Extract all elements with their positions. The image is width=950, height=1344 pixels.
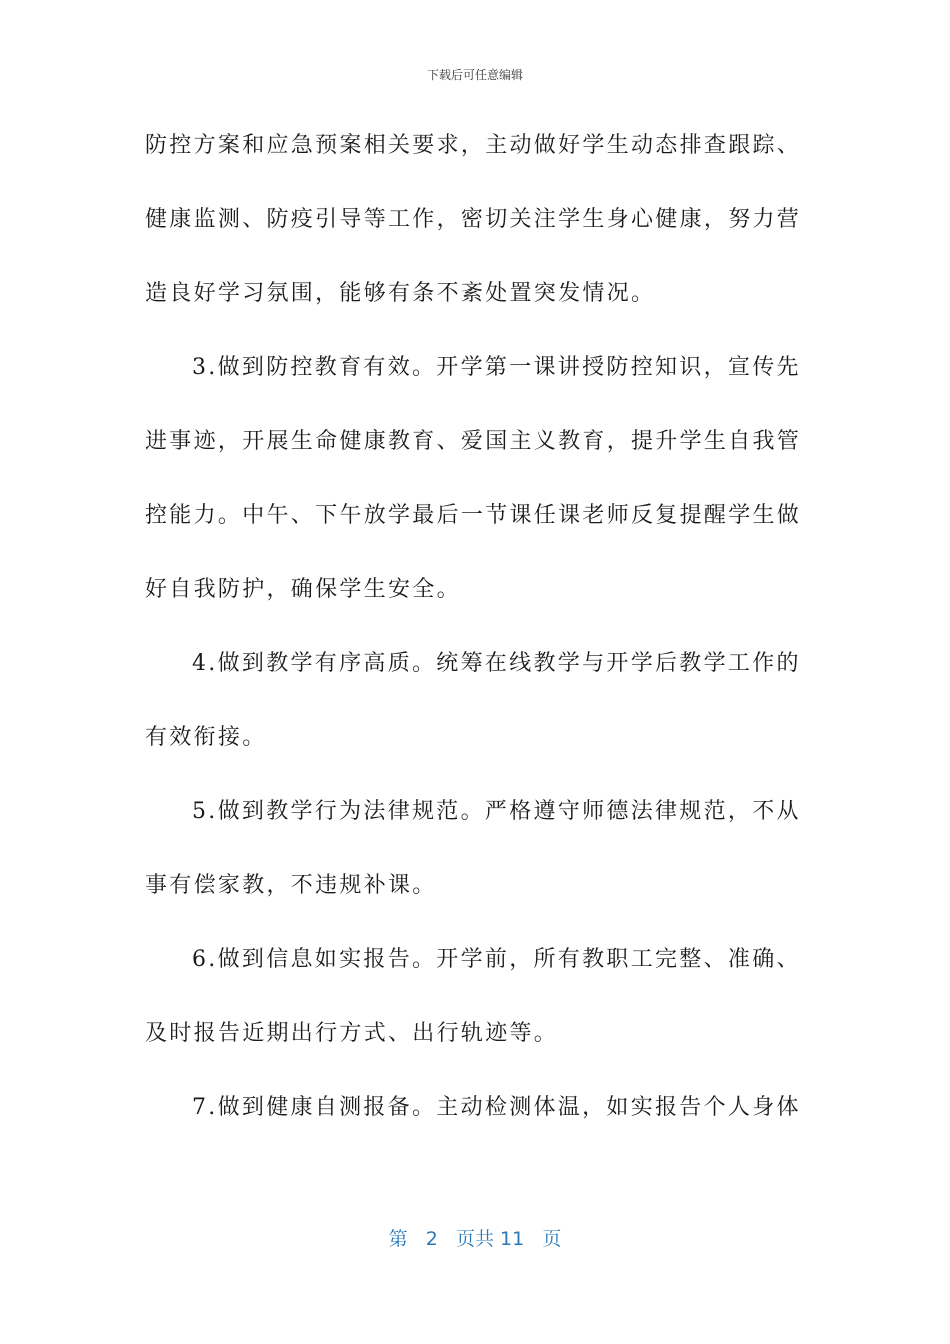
text-line-7: 好自我防护，确保学生安全。	[145, 577, 461, 602]
text-line-14: 7.做到健康自测报备。主动检测体温，如实报告个人身体	[192, 1095, 801, 1120]
text-line-3: 造良好学习氛围，能够有条不紊处置突发情况。	[145, 281, 656, 306]
footer-suffix: 页	[542, 1228, 562, 1250]
text-line-10: 5.做到教学行为法律规范。严格遵守师德法律规范，不从	[192, 799, 801, 824]
footer-total-pages: 11	[500, 1228, 525, 1250]
text-line-2: 健康监测、防疫引导等工作，密切关注学生身心健康，努力营	[145, 207, 802, 232]
text-line-9: 有效衔接。	[145, 725, 267, 750]
document-body	[145, 121, 802, 1157]
text-line-5: 进事迹，开展生命健康教育、爱国主义教育，提升学生自我管	[145, 429, 802, 454]
page-footer	[0, 1224, 950, 1251]
text-line-13: 及时报告近期出行方式、出行轨迹等。	[145, 1021, 559, 1046]
text-line-8: 4.做到教学有序高质。统筹在线教学与开学后教学工作的	[192, 651, 801, 676]
text-line-6: 控能力。中午、下午放学最后一节课任课老师反复提醒学生做	[145, 503, 802, 528]
text-line-11: 事有偿家教，不违规补课。	[145, 873, 437, 898]
footer-prefix: 第	[388, 1228, 408, 1250]
footer-page-number: 2	[425, 1228, 438, 1250]
header-note: 下载后可任意编辑	[426, 68, 523, 82]
text-line-1: 防控方案和应急预案相关要求，主动做好学生动态排查跟踪、	[145, 133, 802, 158]
text-line-12: 6.做到信息如实报告。开学前，所有教职工完整、准确、	[192, 947, 801, 972]
footer-middle: 页共	[455, 1228, 494, 1250]
text-line-4: 3.做到防控教育有效。开学第一课讲授防控知识，宣传先	[192, 355, 801, 380]
